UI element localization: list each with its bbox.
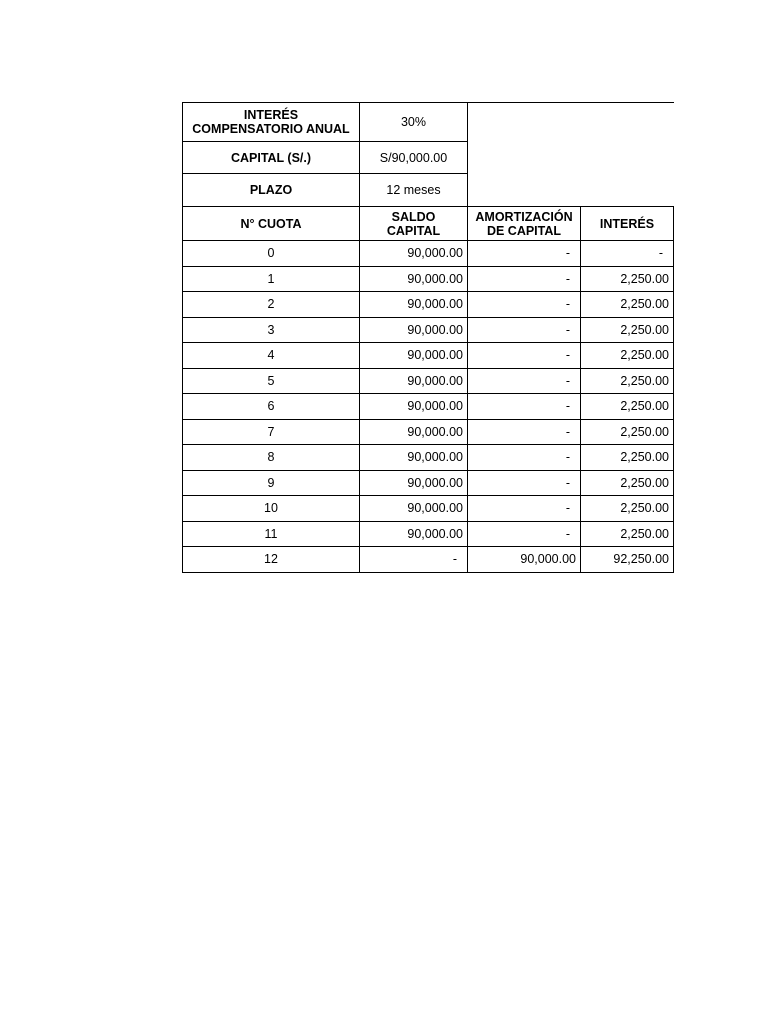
- balance-cell: 90,000.00: [360, 241, 468, 267]
- installment-cell: 3: [183, 317, 360, 343]
- interest-cell: 2,250.00: [581, 496, 674, 522]
- param-value: S/90,000.00: [360, 142, 468, 174]
- amortization-cell: -: [468, 521, 581, 547]
- column-header-interest: INTERÉS: [581, 207, 674, 241]
- table-row: [183, 496, 674, 522]
- installment-cell: 5: [183, 368, 360, 394]
- balance-cell: 90,000.00: [360, 266, 468, 292]
- table-row: [183, 343, 674, 369]
- amortization-cell: -: [468, 496, 581, 522]
- interest-cell: 92,250.00: [581, 547, 674, 573]
- loan-schedule-table: [182, 102, 674, 573]
- interest-cell: 2,250.00: [581, 292, 674, 318]
- amortization-cell: -: [468, 470, 581, 496]
- balance-cell: 90,000.00: [360, 368, 468, 394]
- table-row: [183, 368, 674, 394]
- balance-cell: -: [360, 547, 468, 573]
- table-row: [183, 317, 674, 343]
- installment-cell: 12: [183, 547, 360, 573]
- amortization-cell: -: [468, 317, 581, 343]
- installment-cell: 10: [183, 496, 360, 522]
- amortization-cell: -: [468, 343, 581, 369]
- amortization-cell: -: [468, 292, 581, 318]
- table-row: [183, 292, 674, 318]
- interest-cell: 2,250.00: [581, 394, 674, 420]
- balance-cell: 90,000.00: [360, 470, 468, 496]
- table-row: [183, 470, 674, 496]
- amortization-cell: -: [468, 266, 581, 292]
- amortization-cell: -: [468, 368, 581, 394]
- column-header-row: [183, 207, 674, 241]
- installment-cell: 0: [183, 241, 360, 267]
- interest-cell: 2,250.00: [581, 317, 674, 343]
- interest-cell: 2,250.00: [581, 521, 674, 547]
- installment-cell: 1: [183, 266, 360, 292]
- empty-area: [468, 103, 674, 207]
- balance-cell: 90,000.00: [360, 343, 468, 369]
- amortization-cell: -: [468, 445, 581, 471]
- amortization-cell: -: [468, 419, 581, 445]
- amortization-cell: -: [468, 394, 581, 420]
- balance-cell: 90,000.00: [360, 394, 468, 420]
- installment-cell: 2: [183, 292, 360, 318]
- table-row: [183, 241, 674, 267]
- table-row: [183, 266, 674, 292]
- column-header-amortization: AMORTIZACIÓN DE CAPITAL: [468, 207, 581, 241]
- interest-cell: 2,250.00: [581, 445, 674, 471]
- installment-cell: 9: [183, 470, 360, 496]
- balance-cell: 90,000.00: [360, 445, 468, 471]
- interest-cell: 2,250.00: [581, 368, 674, 394]
- amortization-cell: 90,000.00: [468, 547, 581, 573]
- table-row: [183, 394, 674, 420]
- param-value: 12 meses: [360, 174, 468, 207]
- balance-cell: 90,000.00: [360, 317, 468, 343]
- table-row: [183, 419, 674, 445]
- interest-cell: 2,250.00: [581, 470, 674, 496]
- column-header-installment: N° CUOTA: [183, 207, 360, 241]
- installment-cell: 4: [183, 343, 360, 369]
- balance-cell: 90,000.00: [360, 496, 468, 522]
- table-row: [183, 445, 674, 471]
- installment-cell: 6: [183, 394, 360, 420]
- param-label: INTERÉS COMPENSATORIO ANUAL: [183, 103, 360, 142]
- balance-cell: 90,000.00: [360, 292, 468, 318]
- installment-cell: 7: [183, 419, 360, 445]
- interest-cell: 2,250.00: [581, 343, 674, 369]
- param-row-interest: [183, 103, 674, 142]
- balance-cell: 90,000.00: [360, 521, 468, 547]
- table-row: [183, 547, 674, 573]
- installment-cell: 11: [183, 521, 360, 547]
- interest-cell: -: [581, 241, 674, 267]
- column-header-balance: SALDO CAPITAL: [360, 207, 468, 241]
- interest-cell: 2,250.00: [581, 266, 674, 292]
- interest-cell: 2,250.00: [581, 419, 674, 445]
- installment-cell: 8: [183, 445, 360, 471]
- param-value: 30%: [360, 103, 468, 142]
- table-row: [183, 521, 674, 547]
- loan-schedule-sheet: [182, 102, 673, 573]
- balance-cell: 90,000.00: [360, 419, 468, 445]
- param-label: PLAZO: [183, 174, 360, 207]
- amortization-cell: -: [468, 241, 581, 267]
- param-label: CAPITAL (S/.): [183, 142, 360, 174]
